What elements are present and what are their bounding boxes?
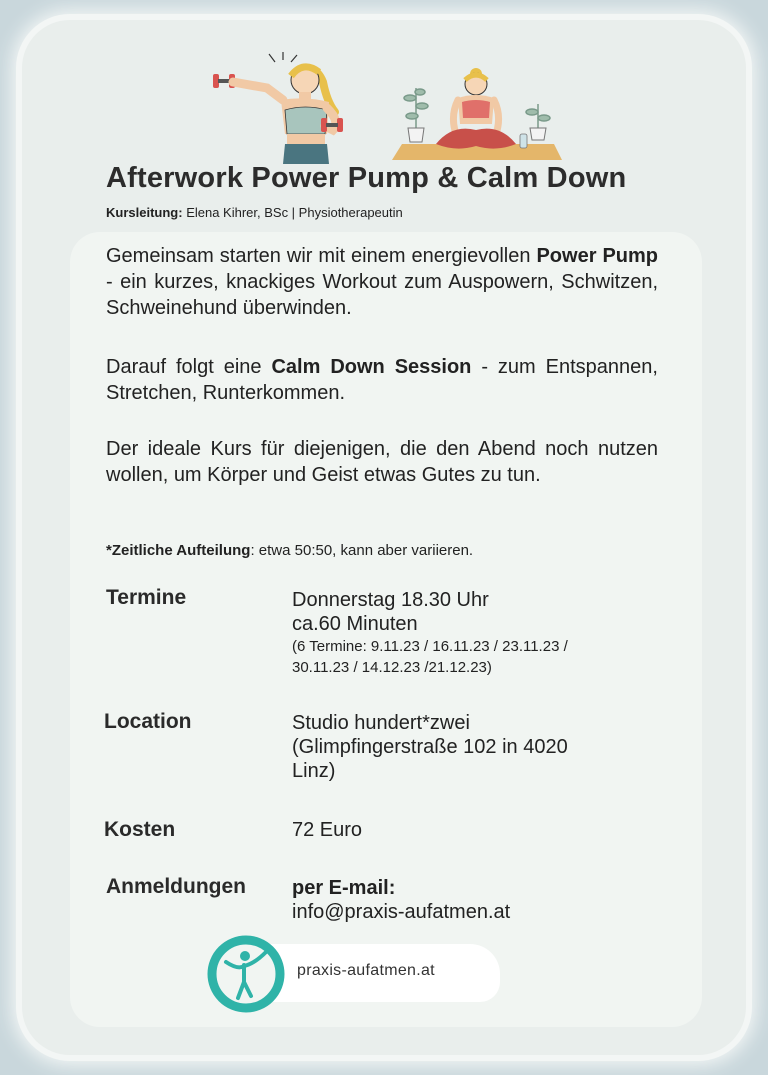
course-leader-label: Kursleitung:	[106, 205, 183, 220]
termine-duration: ca.60 Minuten	[292, 613, 418, 635]
location-city: Linz)	[292, 760, 336, 782]
anmeldung-label: Anmeldungen	[106, 875, 246, 898]
location-value	[292, 711, 568, 783]
anmeldung-value	[292, 876, 510, 924]
intro-p2-bold: Calm Down Session	[271, 356, 472, 378]
time-split-label: *Zeitliche Aufteilung	[106, 542, 251, 559]
anmeldung-method: per E-mail:	[292, 877, 396, 899]
praxis-logo-icon	[204, 932, 288, 1016]
page-title: Afterwork Power Pump & Calm Down	[106, 162, 627, 194]
intro-p1-text-b: - ein kurzes, knackiges Workout zum Auspowern, Schwitzen, Schweinehund überwinden.	[106, 271, 658, 319]
intro-paragraph-3: Der ideale Kurs für diejenigen, die den Abend noch nutzen wollen, um Körper und Geist etwas Gutes zu tun.	[106, 438, 658, 486]
intro-p1-text-a: Gemeinsam starten wir mit einem energievollen	[106, 245, 537, 267]
time-split-text: : etwa 50:50, kann aber variieren.	[250, 542, 474, 559]
termine-value	[292, 588, 568, 678]
location-studio: Studio hundert*zwei	[292, 712, 470, 734]
termine-label: Termine	[106, 586, 187, 609]
course-leader	[106, 205, 403, 220]
intro-paragraph-1	[106, 243, 658, 321]
anmeldung-email[interactable]: info@praxis-aufatmen.at	[292, 901, 511, 923]
intro-p2-text-a: Darauf folgt eine	[106, 356, 272, 378]
brand-website[interactable]: praxis-aufatmen.at	[297, 962, 435, 979]
termine-day-time: Donnerstag 18.30 Uhr	[292, 589, 489, 611]
intro-paragraph-2	[106, 354, 658, 406]
location-street: (Glimpfingerstraße 102 in 4020	[292, 736, 568, 758]
kosten-value: 72 Euro	[292, 819, 363, 841]
intro-p1-bold: Power Pump	[536, 245, 659, 267]
termine-dates-line1: (6 Termine: 9.11.23 / 16.11.23 / 23.11.23 /	[292, 638, 568, 655]
kosten-label: Kosten	[104, 818, 176, 841]
fitness-woman-illustration	[205, 52, 355, 164]
yoga-woman-illustration	[392, 58, 564, 162]
location-label: Location	[104, 710, 192, 733]
termine-dates-line2: 30.11.23 / 14.12.23 /21.12.23)	[292, 659, 492, 676]
course-leader-name: Elena Kihrer, BSc | Physiotherapeutin	[186, 205, 403, 220]
intro-p2-text-b: - zum Entspannen, Stretchen, Runterkommen.	[106, 356, 658, 404]
time-split-note	[106, 542, 473, 559]
